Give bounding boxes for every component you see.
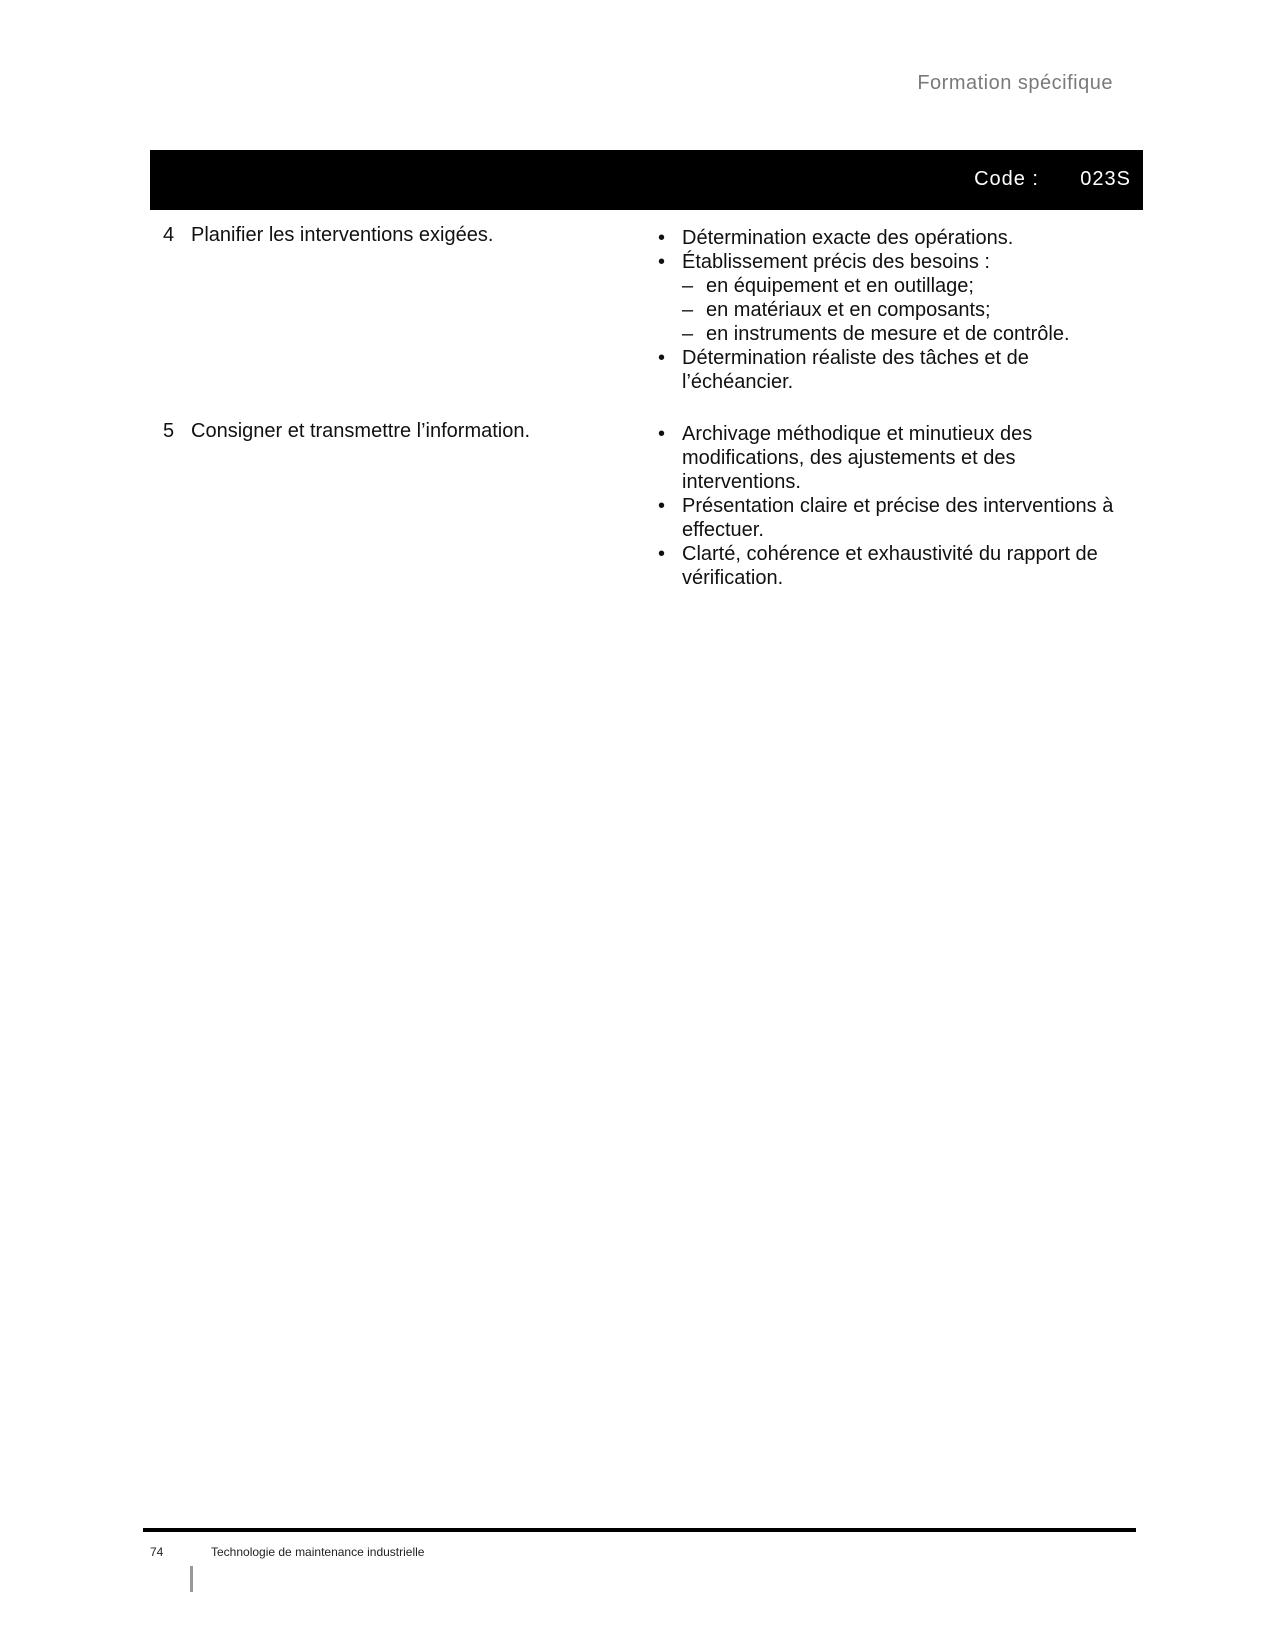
criteria-list-5 <box>658 422 1128 590</box>
bullet-icon: • <box>658 543 666 565</box>
criterion-text: Établissement précis des besoins : <box>682 251 990 273</box>
footer-margin-mark <box>190 1566 193 1592</box>
sub-criterion-item <box>682 322 1128 346</box>
objective-text: Planifier les interventions exigées. <box>191 224 494 246</box>
code-value: 023S <box>1080 168 1131 190</box>
criterion-item <box>658 422 1128 494</box>
sub-criterion-text: en instruments de mesure et de contrôle. <box>706 323 1070 345</box>
criterion-text: Archivage méthodique et minutieux des modifications, des ajustements et des interventions. <box>682 423 1033 493</box>
criterion-text: Présentation claire et précise des interventions à effectuer. <box>682 495 1114 541</box>
sub-criterion-item <box>682 298 1128 322</box>
objective-number: 4 <box>163 224 175 246</box>
objective-number: 5 <box>163 420 175 442</box>
criterion-item <box>658 226 1128 250</box>
code-bar <box>150 150 1143 210</box>
sub-criterion-text: en équipement et en outillage; <box>706 275 974 297</box>
objective-4 <box>163 224 493 247</box>
criterion-item <box>658 250 1128 346</box>
sub-criterion-text: en matériaux et en composants; <box>706 299 991 321</box>
page-number: 74 <box>150 1545 164 1559</box>
criterion-text: Détermination réaliste des tâches et de l’échéancier. <box>682 347 1029 393</box>
bullet-icon: • <box>658 495 666 517</box>
criterion-text: Clarté, cohérence et exhaustivité du rapport de vérification. <box>682 543 1098 589</box>
dash-icon: – <box>682 275 694 297</box>
dash-icon: – <box>682 299 694 321</box>
criterion-item <box>658 494 1128 542</box>
sub-criteria-list <box>682 274 1128 346</box>
criteria-list-4 <box>658 226 1128 394</box>
objective-text: Consigner et transmettre l’information. <box>191 420 531 442</box>
code-label: Code : <box>974 168 1039 190</box>
bullet-icon: • <box>658 251 666 273</box>
footer-rule <box>143 1528 1136 1532</box>
bullet-icon: • <box>658 423 666 445</box>
footer-title: Technologie de maintenance industrielle <box>211 1545 425 1559</box>
running-header: Formation spécifique <box>917 72 1113 94</box>
bullet-icon: • <box>658 227 666 249</box>
criterion-text: Détermination exacte des opérations. <box>682 227 1014 249</box>
sub-criterion-item <box>682 274 1128 298</box>
dash-icon: – <box>682 323 694 345</box>
criterion-item <box>658 346 1128 394</box>
objective-5 <box>163 420 530 443</box>
criterion-item <box>658 542 1128 590</box>
bullet-icon: • <box>658 347 666 369</box>
